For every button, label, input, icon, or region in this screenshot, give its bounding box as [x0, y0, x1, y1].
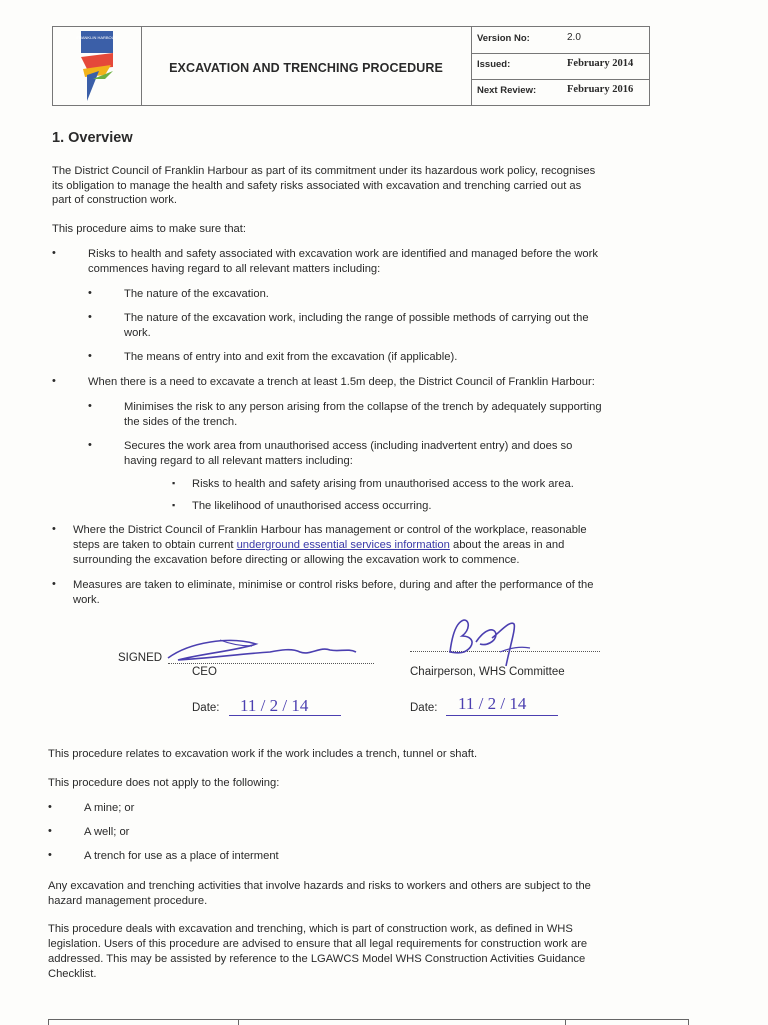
bullet-4-line-1: Measures are taken to eliminate, minimise or control risks before, during and after the performance of the [73, 579, 594, 591]
ceo-date: 11 / 2 / 14 [240, 696, 309, 715]
bullet-1-line-2: commences having regard to all relevant matters including: [88, 263, 381, 275]
bullet-1c: The means of entry into and exit from the excavation (if applicable). [124, 351, 458, 363]
services-info-link[interactable]: underground essential services information [236, 539, 450, 551]
bullet-3-text-b: about the areas in and [449, 539, 565, 551]
logo-text: FRANKLIN HARBOUR [76, 35, 118, 40]
bullet-3-line-2 [73, 538, 564, 553]
bullet-3-text-a: steps are taken to obtain current [73, 539, 237, 551]
bullet-2: When there is a need to excavate a trench at least 1.5m deep, the District Council of Franklin Harbour: [88, 376, 595, 388]
construction-line-1: This procedure deals with excavation and trenching, which is part of construction work, as defined in WHS [48, 923, 573, 935]
version-value: 2.0 [567, 32, 581, 43]
version-label: Version No: [477, 33, 530, 44]
bullet-2a-line-1: Minimises the risk to any person arising from the collapse of the trench by adequately supporting [124, 401, 602, 413]
construction-line-4: Checklist. [48, 968, 97, 980]
ceo-signature [160, 632, 360, 668]
bullet-3-line-1: Where the District Council of Franklin Harbour has management or control of the workplace, reasonable [73, 524, 587, 536]
bullet-dot: • [88, 311, 92, 323]
section-heading: 1. Overview [52, 130, 133, 146]
intro-line-1: The District Council of Franklin Harbour as part of its commitment under its hazardous work policy, recognises [52, 165, 596, 177]
bullet-dot: • [52, 578, 56, 590]
chair-signature [440, 612, 550, 672]
scope-paragraph: This procedure relates to excavation work if the work includes a trench, tunnel or shaft. [48, 748, 478, 760]
bullet-1a: The nature of the excavation. [124, 288, 269, 300]
ceo-label: CEO [192, 666, 217, 678]
issued-row [471, 53, 649, 80]
footer-table-edge [48, 1019, 688, 1020]
council-logo [53, 27, 141, 105]
chair-date-line [446, 715, 558, 716]
bullet-dot: • [52, 375, 56, 387]
footer-divider [48, 1019, 49, 1025]
signed-label: SIGNED [118, 652, 163, 664]
review-row [471, 79, 649, 105]
bullet-3-line-3: surrounding the excavation before directing or allowing the excavation work to commence. [73, 554, 520, 566]
review-value: February 2016 [567, 84, 634, 95]
aims-intro: This procedure aims to make sure that: [52, 223, 247, 235]
bullet-dot: • [48, 801, 52, 813]
bullet-dot: • [52, 247, 56, 259]
exclusions-intro: This procedure does not apply to the following: [48, 777, 280, 789]
exclusion-mine: A mine; or [84, 802, 135, 814]
bullet-dot: • [52, 523, 56, 535]
bullet-dot: • [88, 350, 92, 362]
footer-divider [688, 1019, 689, 1025]
bullet-2b-i: Risks to health and safety arising from unauthorised access to the work area. [192, 478, 574, 490]
issued-label: Issued: [477, 59, 511, 70]
chair-date: 11 / 2 / 14 [458, 694, 527, 713]
construction-line-2: legislation. Users of this procedure are advised to ensure that all legal requirements for construction work are [48, 938, 588, 950]
bullet-dot: • [48, 825, 52, 837]
issued-value: February 2014 [567, 58, 634, 69]
chair-label: Chairperson, WHS Committee [410, 666, 565, 678]
review-label: Next Review: [477, 85, 537, 96]
chair-date-label: Date: [410, 702, 438, 714]
hazard-line-1: Any excavation and trenching activities that involve hazards and risks to workers and others are subject to the [48, 880, 591, 892]
bullet-dot: • [88, 400, 92, 412]
ceo-date-label: Date: [192, 702, 220, 714]
bullet-2b-ii: The likelihood of unauthorised access occurring. [192, 500, 432, 512]
intro-line-3: part of construction work. [52, 194, 177, 206]
logo-cell [53, 27, 142, 105]
footer-divider [565, 1019, 566, 1025]
title-cell [141, 27, 472, 105]
construction-line-3: addressed. This may be assisted by reference to the LGAWCS Model WHS Construction Activities Guidance [48, 953, 586, 965]
footer-divider [238, 1019, 239, 1025]
hazard-line-2: hazard management procedure. [48, 895, 208, 907]
bullet-1b-line-2: work. [124, 327, 151, 339]
bullet-dot: • [48, 849, 52, 861]
bullet-2b-line-1: Secures the work area from unauthorised access (including inadvertent entry) and does so [124, 440, 573, 452]
square-bullet: ▪ [172, 478, 176, 488]
square-bullet: ▪ [172, 500, 176, 510]
intro-line-2: its obligation to manage the health and safety risks associated with excavation and trenching carried out as [52, 180, 582, 192]
exclusion-well: A well; or [84, 826, 130, 838]
document-title: EXCAVATION AND TRENCHING PROCEDURE [169, 61, 443, 75]
bullet-1-line-1: Risks to health and safety associated with excavation work are identified and managed before the work [88, 248, 598, 260]
bullet-dot: • [88, 287, 92, 299]
bullet-dot: • [88, 439, 92, 451]
meta-table [471, 27, 649, 105]
bullet-4-line-2: work. [73, 594, 100, 606]
bullet-2b-line-2: having regard to all relevant matters including: [124, 455, 353, 467]
exclusion-trench: A trench for use as a place of interment [84, 850, 279, 862]
version-row [471, 27, 649, 54]
bullet-2a-line-2: the sides of the trench. [124, 416, 238, 428]
document-header [52, 26, 650, 106]
bullet-1b-line-1: The nature of the excavation work, including the range of possible methods of carrying out the [124, 312, 589, 324]
